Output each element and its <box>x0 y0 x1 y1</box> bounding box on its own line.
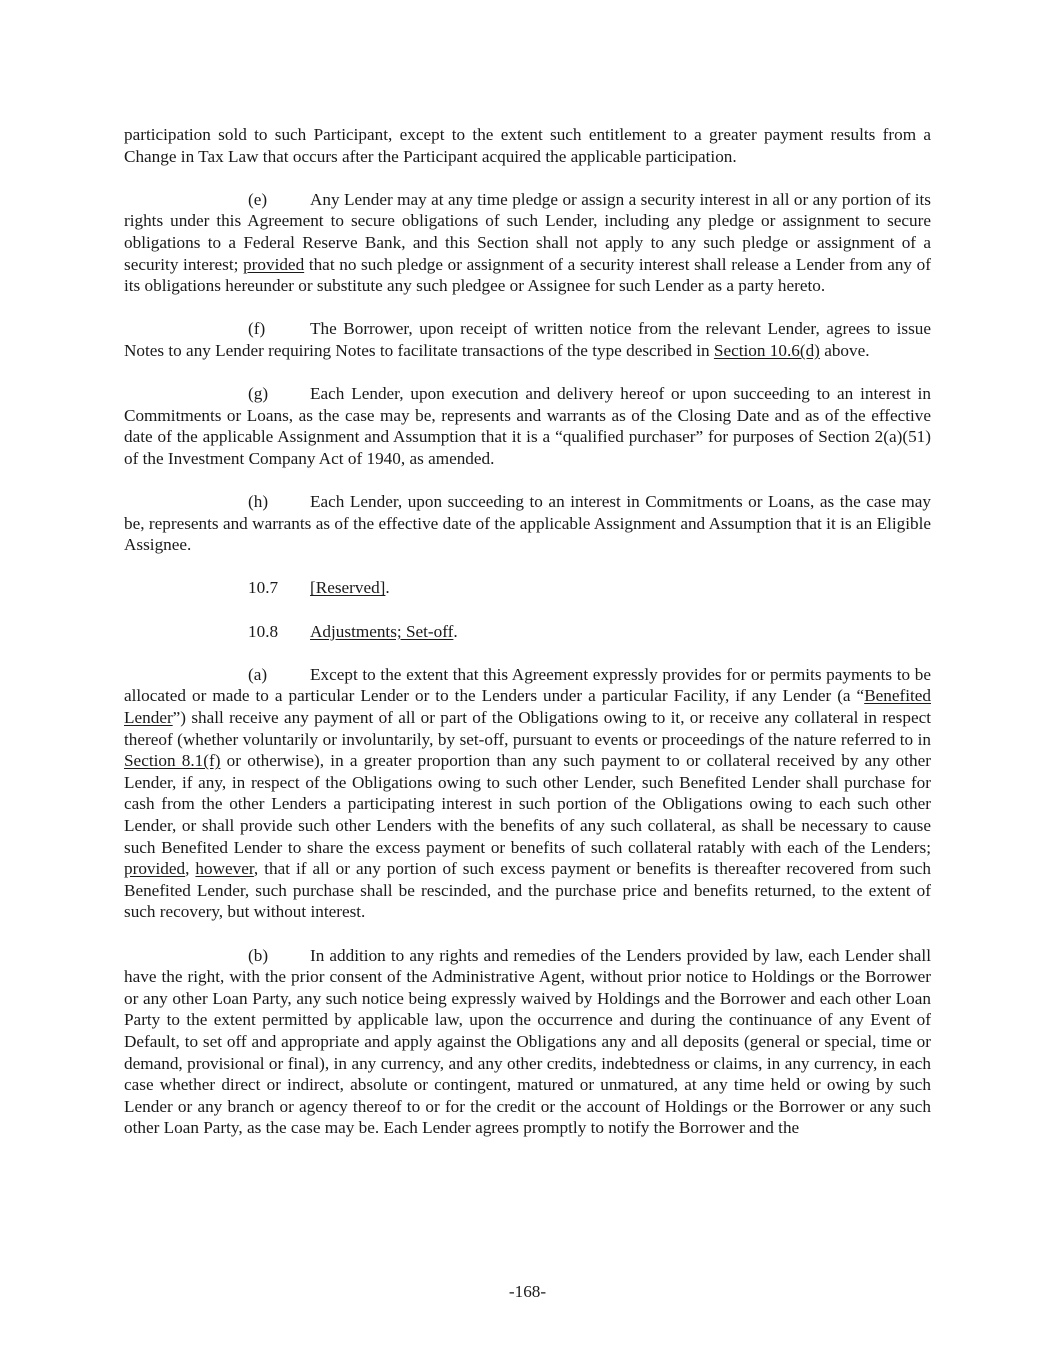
section-number: 10.8 <box>248 621 279 641</box>
paragraph-text: or otherwise), in a greater proportion than any such payment to or collateral received by any other Lender, if any, in respect of the Obligations owing to such other Lender, such Benefited Lender shall purchase for cash from the other Lenders a participating interest in such portion of the Obligations owing to each such other Lender, or shall provide such other Lenders with the benefits of any such collateral, as shall be necessary to cause such Benefited Lender to share the excess payment or benefits of such collateral ratably with each of the Lenders; <box>124 751 931 857</box>
paragraph-label: (f) <box>248 319 266 339</box>
paragraph-continuation <box>124 124 931 167</box>
section-reference: Section 8.1(f) <box>124 751 221 771</box>
paragraph-text: Any Lender may at any time pledge or assign a security interest in all or any portion of its rights under this Agreement to secure obligations of such Lender, including any pledge or assignment to secure obligations to a Federal Reserve Bank, and this Section shall not apply to any such pledge or assignment of a security interest; <box>124 189 931 274</box>
paragraph-text: ”) shall receive any payment of all or part of the Obligations owing to it, or receive any collateral in respect thereof (whether voluntarily or involuntarily, by set-off, pursuant to events or proceedings of the nature referred to in <box>124 708 931 749</box>
paragraph-text: above. <box>819 340 870 360</box>
document-body <box>124 124 931 1139</box>
underlined-term: however <box>195 859 254 879</box>
page-number: -168- <box>508 1282 547 1301</box>
paragraph-text: Each Lender, upon succeeding to an interest in Commitments or Loans, as the case may be, represents and warrants as of the effective date of the applicable Assignment and Assumption that it is an Eligible Assignee. <box>124 492 931 555</box>
section-title: [Reserved] <box>310 578 386 598</box>
paragraph-text: , that if all or any portion of such excess payment or benefits is thereafter recovered from such Benefited Lender, such purchase shall be rescinded, and the purchase price and benefits returned, to the extent of such recovery, but without interest. <box>124 859 932 922</box>
paragraph-f <box>124 318 931 361</box>
section-reference: Section 10.6(d) <box>713 340 820 360</box>
paragraph-e <box>124 189 931 297</box>
section-number: 10.7 <box>248 578 279 598</box>
paragraph-g <box>124 383 931 469</box>
paragraph-text: Except to the extent that this Agreement expressly provides for or permits payments to be allocated or made to a particular Lender or to the Lenders under a particular Facility, if any Lender (a “ <box>124 664 931 706</box>
paragraph-label: (e) <box>248 189 268 209</box>
paragraph-text: Each Lender, upon execution and delivery hereof or upon succeeding to an interest in Commitments or Loans, as the case may be, represents and warrants as of the Closing Date and as of the effective date of the applicable Assignment and Assumption that it is a “qualified purchaser” for purposes of Section 2(a)(51) of the Investment Company Act of 1940, as amended. <box>124 384 931 468</box>
paragraph-text: In addition to any rights and remedies of the Lenders provided by law, each Lender shall have the right, with the prior consent of the Administrative Agent, without prior notice to Holdings or the Borrower or any other Loan Party, any such notice being expressly waived by Holdings and the Borrower and each other Loan Party to the extent permitted by applicable law, upon the occurrence and during the continuance of any Event of Default, to set off and appropriate and apply against the Obligations any and all deposits (general or special, time or demand, provisional or final), in any currency, and any other credits, indebtedness or claims, in any currency, in each case whether direct or indirect, absolute or contingent, matured or unmatured, at any time held or owing by such Lender or any branch or agency thereof to or for the credit or the account of Holdings or the Borrower or any such other Loan Party, as the case may be. Each Lender agrees promptly to notify the Borrower and the <box>124 945 931 1138</box>
paragraph-label: (b) <box>248 945 269 965</box>
section-heading-10-7 <box>248 577 931 599</box>
section-title: Adjustments; Set-off <box>310 621 454 641</box>
paragraph-a <box>124 664 931 923</box>
paragraph-text: that no such pledge or assignment of a security interest shall release a Lender from any of its obligations hereunder or substitute any such pledgee or Assignee for such Lender as a party hereto. <box>124 254 931 296</box>
underlined-term: provided <box>243 254 305 274</box>
section-title-punct: . <box>385 578 390 598</box>
paragraph-text: participation sold to such Participant, except to the extent such entitlement to a greater payment results from a Change in Tax Law that occurs after the Participant acquired the applicable participation. <box>124 125 931 166</box>
section-title-punct: . <box>453 621 458 641</box>
paragraph-b <box>124 945 931 1139</box>
section-heading-10-8 <box>248 621 931 643</box>
paragraph-label: (g) <box>248 384 269 404</box>
underlined-term: provided <box>124 859 186 879</box>
paragraph-text: The Borrower, upon receipt of written notice from the relevant Lender, agrees to issue Notes to any Lender requiring Notes to facilitate transactions of the type described in <box>124 319 931 360</box>
paragraph-label: (a) <box>248 664 268 684</box>
paragraph-text: , <box>185 859 196 879</box>
paragraph-h <box>124 491 931 556</box>
defined-term: Benefited Lender <box>124 686 931 728</box>
paragraph-label: (h) <box>248 492 269 512</box>
